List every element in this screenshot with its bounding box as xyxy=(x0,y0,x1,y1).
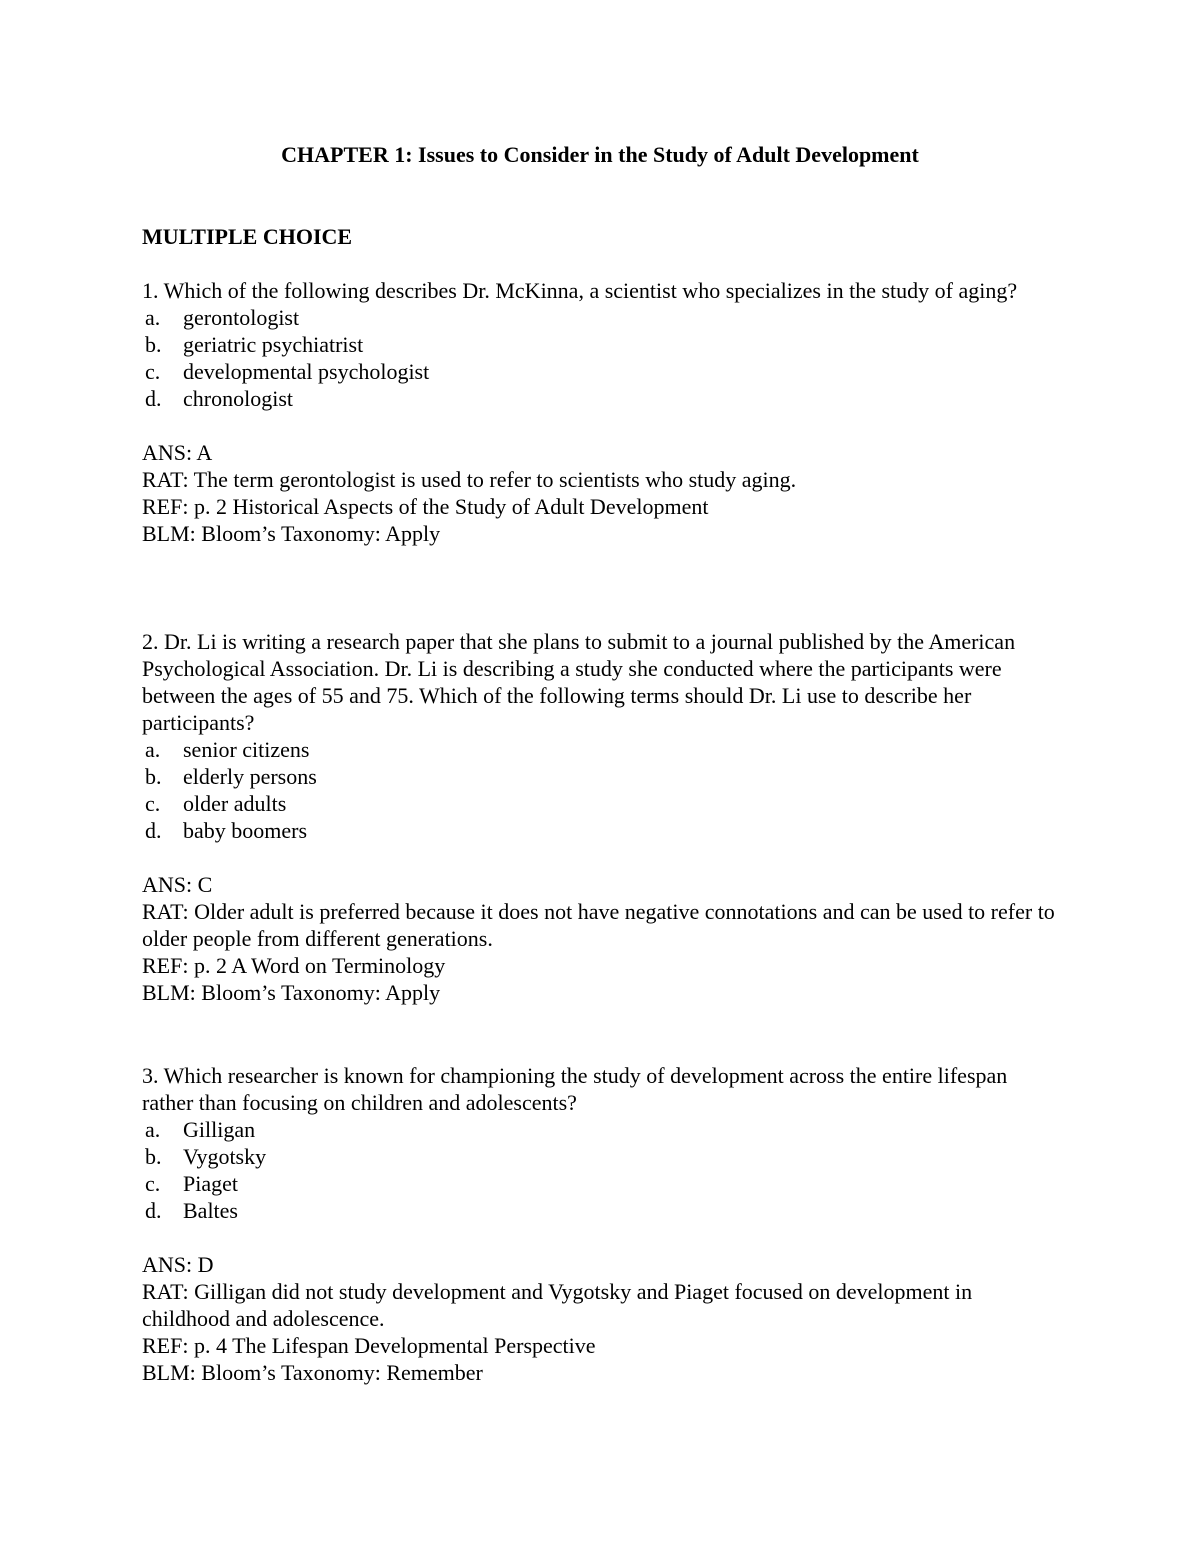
option-letter: b. xyxy=(145,332,162,357)
answer-options xyxy=(142,1116,1062,1224)
answer-key: ANS: C xyxy=(142,872,213,897)
option-letter: c. xyxy=(145,1171,161,1196)
option-c xyxy=(142,790,1062,817)
answer-options xyxy=(142,736,1062,844)
answer-key: ANS: D xyxy=(142,1252,214,1277)
option-a xyxy=(142,736,1062,763)
option-text: Vygotsky xyxy=(183,1144,267,1169)
option-text: senior citizens xyxy=(183,737,310,762)
option-letter: d. xyxy=(145,386,162,411)
page-reference: REF: p. 4 The Lifespan Developmental Perspective xyxy=(142,1333,596,1358)
answer-key: ANS: A xyxy=(142,440,213,465)
option-text: developmental psychologist xyxy=(183,359,430,384)
option-letter: d. xyxy=(145,818,162,843)
option-text: geriatric psychiatrist xyxy=(183,332,364,357)
option-d xyxy=(142,817,1062,844)
option-a xyxy=(142,304,1062,331)
option-letter: b. xyxy=(145,764,162,789)
answer-block xyxy=(142,1251,1062,1386)
option-a xyxy=(142,1116,1062,1143)
option-text: Baltes xyxy=(183,1198,238,1223)
option-text: chronologist xyxy=(183,386,293,411)
option-c xyxy=(142,358,1062,385)
answer-block xyxy=(142,439,1062,547)
option-letter: a. xyxy=(145,737,161,762)
option-text: gerontologist xyxy=(183,305,300,330)
option-b xyxy=(142,331,1062,358)
option-letter: c. xyxy=(145,359,161,384)
blooms-level: BLM: Bloom’s Taxonomy: Remember xyxy=(142,1360,483,1385)
option-letter: a. xyxy=(145,1117,161,1142)
option-text: Piaget xyxy=(183,1171,238,1196)
option-d xyxy=(142,1197,1062,1224)
option-b xyxy=(142,1143,1062,1170)
option-text: baby boomers xyxy=(183,818,308,843)
option-b xyxy=(142,763,1062,790)
answer-block xyxy=(142,871,1062,1006)
option-letter: a. xyxy=(145,305,161,330)
answer-options xyxy=(142,304,1062,412)
page-reference: REF: p. 2 Historical Aspects of the Study of Adult Development xyxy=(142,494,709,519)
section-heading: MULTIPLE CHOICE xyxy=(142,224,353,249)
option-text: older adults xyxy=(183,791,287,816)
option-text: elderly persons xyxy=(183,764,317,789)
option-d xyxy=(142,385,1062,412)
option-letter: b. xyxy=(145,1144,162,1169)
question-3 xyxy=(142,1062,1062,1386)
option-text: Gilligan xyxy=(183,1117,256,1142)
question-2 xyxy=(142,628,1062,1006)
question-stem: 1. Which of the following describes Dr. McKinna, a scientist who specializes in the study of aging? xyxy=(142,278,1018,303)
question-stem: 2. Dr. Li is writing a research paper that she plans to submit to a journal published by the American Psychological Association. Dr. Li is describing a study she conducted where the participants were between the ages of 55 and 75. Which of the following terms should Dr. Li use to describe her participants? xyxy=(142,629,1016,735)
blooms-level: BLM: Bloom’s Taxonomy: Apply xyxy=(142,521,441,546)
page-reference: REF: p. 2 A Word on Terminology xyxy=(142,953,446,978)
option-letter: d. xyxy=(145,1198,162,1223)
rationale: RAT: Older adult is preferred because it does not have negative connotations and can be used to refer to older people from different generations. xyxy=(142,899,1055,951)
chapter-title: CHAPTER 1: Issues to Consider in the Study of Adult Development xyxy=(281,142,919,167)
option-c xyxy=(142,1170,1062,1197)
option-letter: c. xyxy=(145,791,161,816)
question-stem: 3. Which researcher is known for championing the study of development across the entire lifespan rather than focusing on children and adolescents? xyxy=(142,1063,1008,1115)
rationale: RAT: The term gerontologist is used to refer to scientists who study aging. xyxy=(142,467,797,492)
rationale: RAT: Gilligan did not study development and Vygotsky and Piaget focused on development in childhood and adolescence. xyxy=(142,1279,973,1331)
blooms-level: BLM: Bloom’s Taxonomy: Apply xyxy=(142,980,441,1005)
question-1 xyxy=(142,277,1062,547)
